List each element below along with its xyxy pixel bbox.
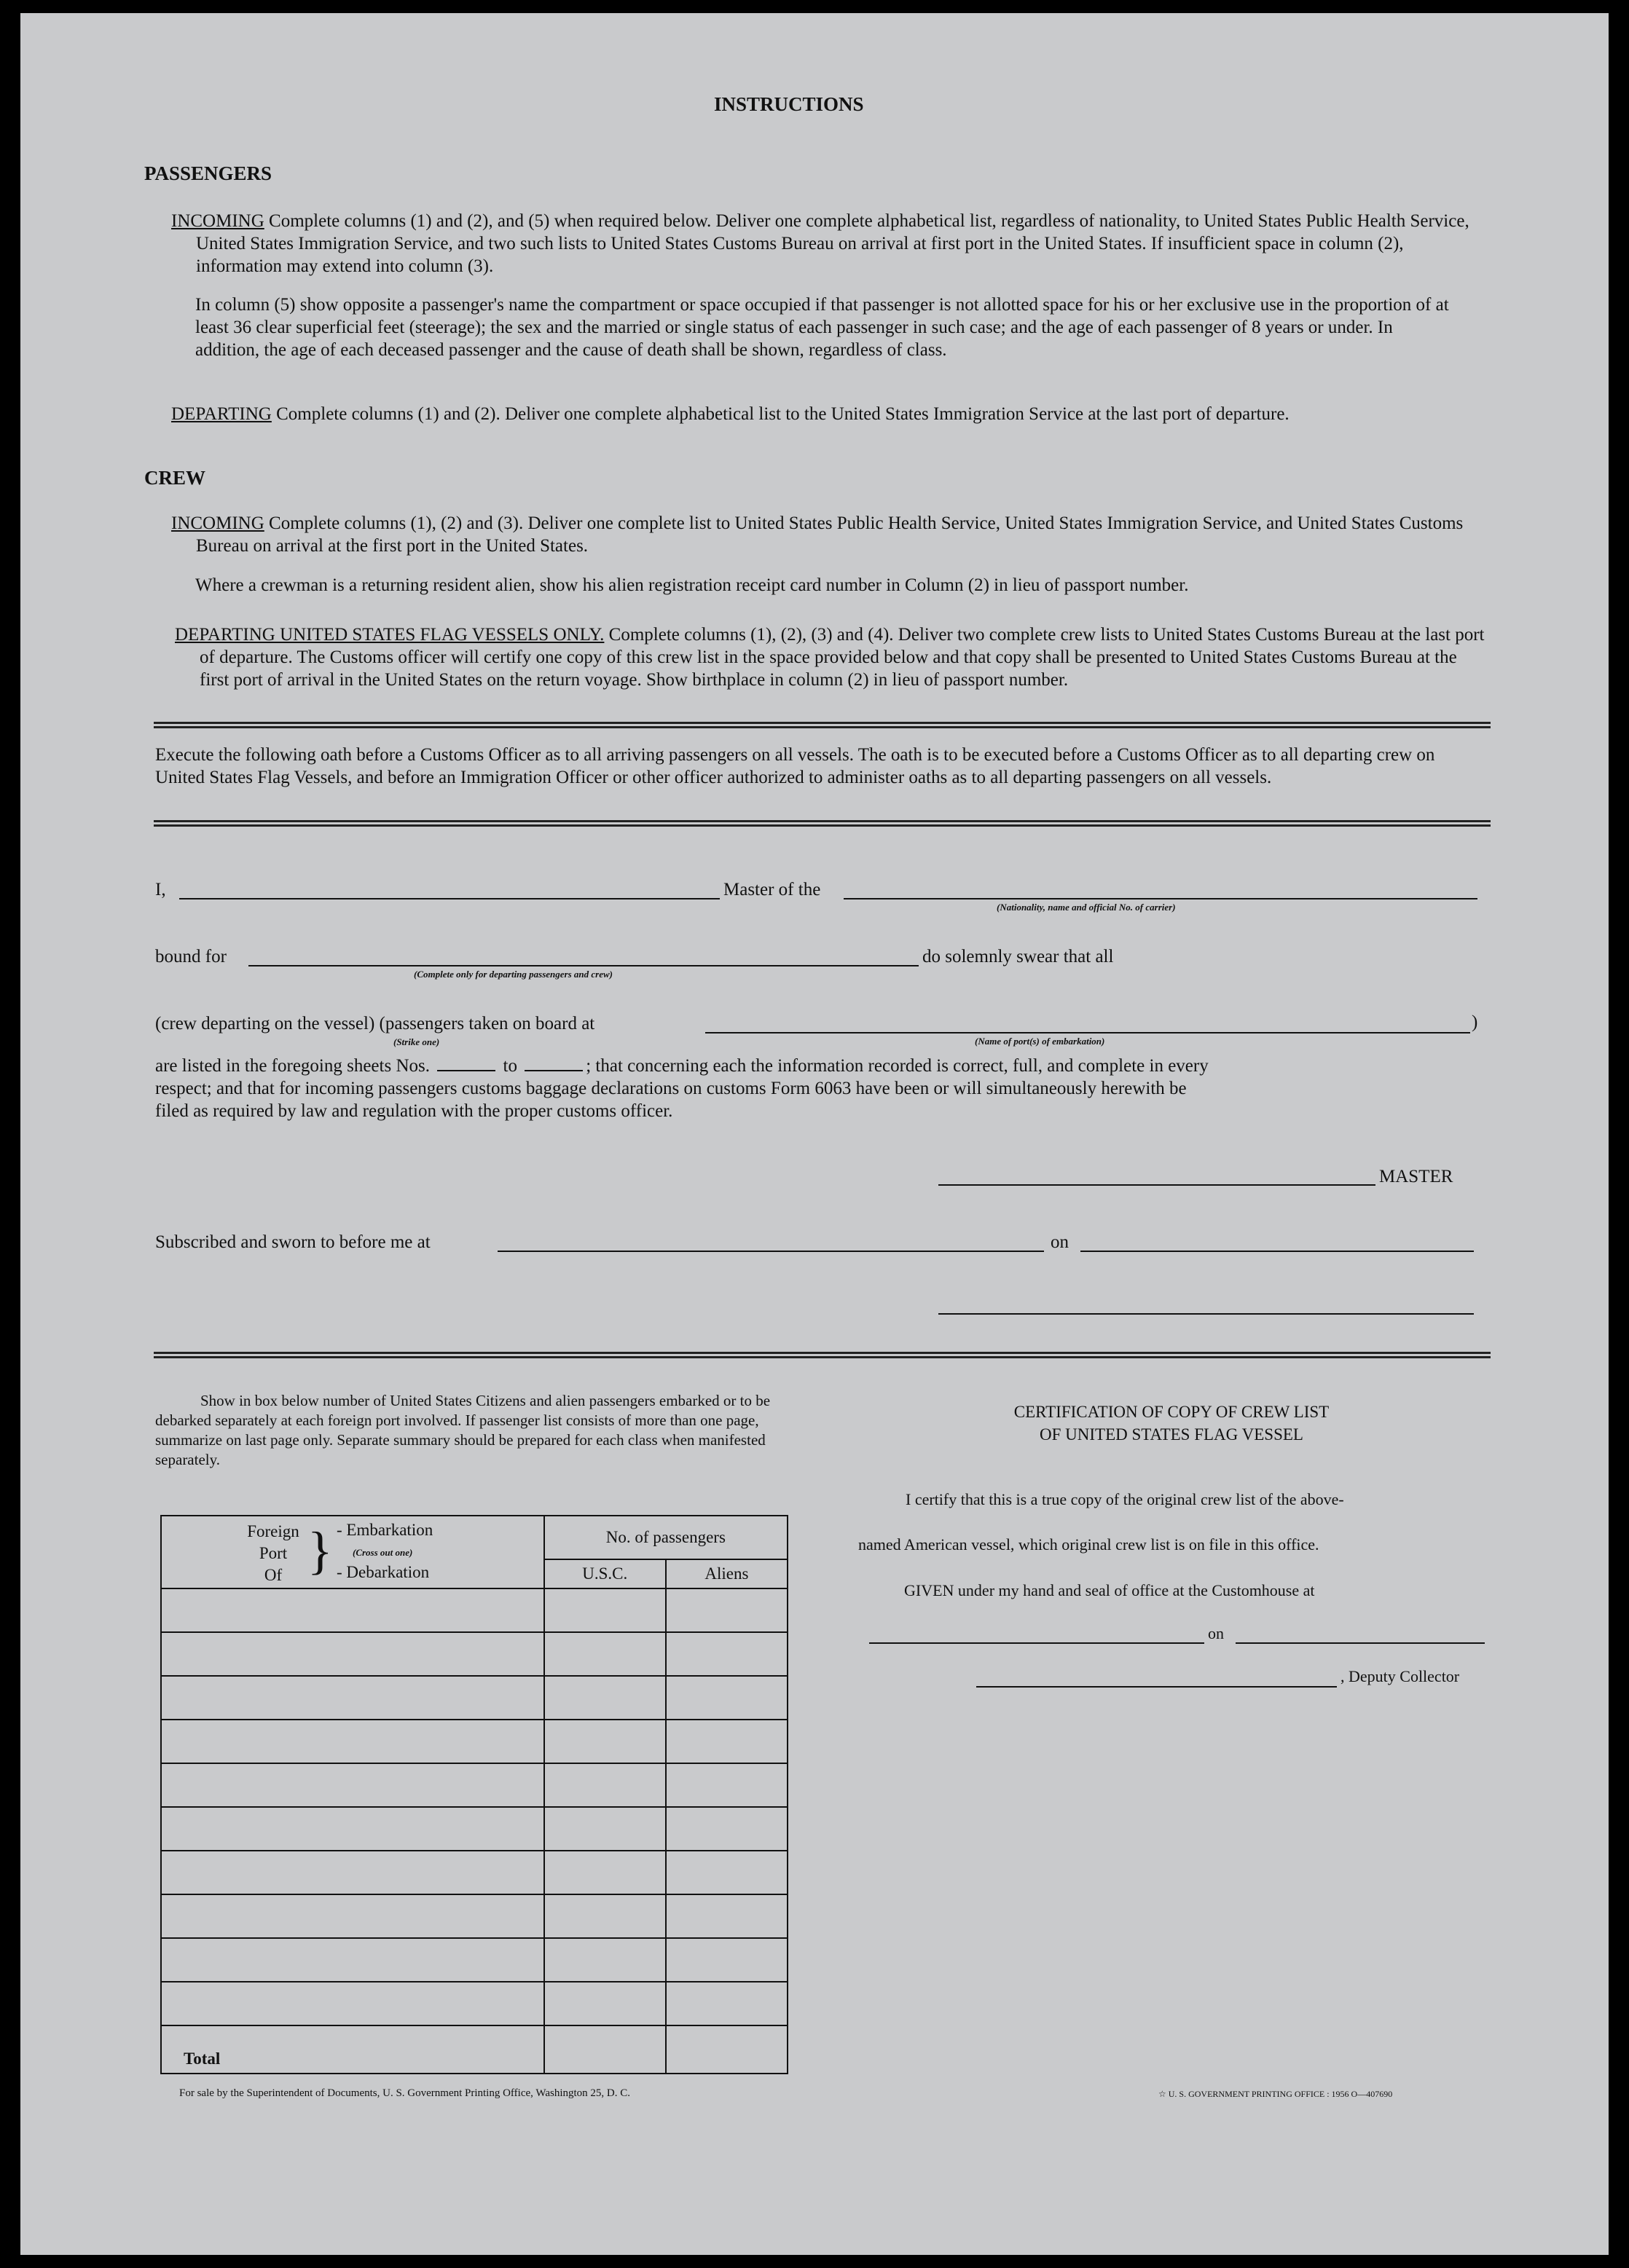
passengers-heading: PASSENGERS [144,162,272,184]
footer-sale-notice: For sale by the Superintendent of Documents, U. S. Government Printing Office, Washington 25, D. C. [179,2087,630,2099]
page-title: INSTRUCTIONS [714,93,864,115]
aliens-cell[interactable] [666,1763,788,1807]
of-label: Of [264,1566,283,1584]
sheet-from-field[interactable] [437,1057,495,1071]
passengers-incoming-text: Complete columns (1) and (2), and (5) when required below. Deliver one complete alphabetical list, regardless of nationality, to United States Public Health Service, United States Immigration Service, and two such lists to United States Customs Bureau on arrival at first port in the United States. If insufficient space in column (2), information may extend into column (3). [196,211,1469,276]
customhouse-field[interactable] [869,1642,1204,1644]
certify-date-field[interactable] [1236,1642,1485,1644]
passengers-incoming-paragraph [171,210,1485,277]
certify-line-2: named American vessel, which original crew list is on file in this office. [858,1535,1319,1554]
total-label: Total [161,2025,544,2074]
brace-glyph: } [307,1521,333,1580]
port-cell[interactable] [161,1938,544,1982]
bound-for-label: bound for [155,947,227,966]
deputy-signature-field[interactable] [976,1686,1337,1688]
table-row [161,1588,788,1632]
certification-heading-line-2: OF UNITED STATES FLAG VESSEL [1040,1425,1303,1444]
usc-cell[interactable] [544,1938,666,1982]
aliens-cell[interactable] [666,1851,788,1894]
usc-cell[interactable] [544,1720,666,1763]
aliens-cell[interactable] [666,1982,788,2025]
ports-caption: (Name of port(s) of embarkation) [975,1036,1105,1047]
usc-cell[interactable] [544,1807,666,1851]
table-row [161,1894,788,1938]
oath-listed-paragraph [155,1055,1477,1122]
embarkation-label: - Embarkation [337,1521,433,1539]
listed-filed-text: filed as required by law and regulation with the proper customs officer. [155,1101,673,1121]
table-row [161,1982,788,2025]
aliens-cell[interactable] [666,1894,788,1938]
usc-cell[interactable] [544,1588,666,1632]
embarkation-ports-field[interactable] [705,1032,1470,1033]
carrier-caption: (Nationality, name and official No. of carrier) [997,902,1176,913]
listed-respect-text: respect; and that for incoming passengers customs baggage declarations on customs Form 6063 have been or will simultaneously herewith be [155,1079,1187,1098]
aliens-cell[interactable] [666,1676,788,1720]
crew-heading: CREW [144,467,206,489]
crew-incoming-paragraph [171,512,1485,557]
passengers-column5-paragraph: In column (5) show opposite a passenger's name the compartment or space occupied if that passenger is not allotted space for his or her exclusive use in the proportion of at least 36 clear superficial feet (steerage); the sex and the married or single status of each passenger in such case; and the age of each passenger of 8 years or under. In addition, the age of each deceased passenger and the cause of death shall be shown, regardless of class. [195,295,1449,360]
port-header-cell [161,1516,544,1588]
close-paren: ) [1472,1012,1478,1032]
footer-printing-office: ☆ U. S. GOVERNMENT PRINTING OFFICE : 1956 O—407690 [1158,2089,1393,2099]
aliens-total-cell[interactable] [666,2025,788,2074]
oath-instruction: Execute the following oath before a Customs Officer as to all arriving passengers on all vessels. The oath is to be executed before a Customs Officer as to all departing crew on United States Flag Vessels, and before an Immigration Officer or other officer authorized to administer oaths as to all departing passengers on all vessels. [155,745,1435,787]
divider-rule [154,722,1491,728]
sworn-on-label: on [1051,1232,1069,1252]
passengers-departing-text: Complete columns (1) and (2). Deliver one complete alphabetical list to the United States Immigration Service at the last port of departure. [276,404,1290,424]
port-cell[interactable] [161,1676,544,1720]
table-row [161,1632,788,1676]
table-row [161,1720,788,1763]
table-row [161,1763,788,1807]
passengers-departing-label: DEPARTING [171,404,272,424]
crew-incoming-text: Complete columns (1), (2) and (3). Deliver one complete list to United States Public Health Service, United States Immigration Service, and United States Customs Bureau on arrival at the first port in the United States. [196,513,1464,556]
certify-on-label: on [1208,1624,1224,1642]
listed-sheets-label: are listed in the foregoing sheets Nos. [155,1056,430,1076]
swear-label: do solemnly swear that all [922,947,1114,966]
aliens-cell[interactable] [666,1938,788,1982]
crew-resident-paragraph: Where a crewman is a returning resident alien, show his alien registration receipt card number in Column (2) in lieu of passport number. [195,575,1189,595]
debarkation-label: - Debarkation [337,1563,430,1581]
usc-cell[interactable] [544,1851,666,1894]
usc-cell[interactable] [544,1894,666,1938]
sworn-place-field[interactable] [498,1251,1044,1252]
officer-signature-field[interactable] [938,1313,1474,1315]
listed-correct-text: ; that concerning each the information recorded is correct, full, and complete in every [586,1056,1209,1076]
listed-to-label: to [503,1056,517,1076]
aliens-cell[interactable] [666,1807,788,1851]
port-cell[interactable] [161,1588,544,1632]
master-label: MASTER [1379,1167,1453,1186]
crew-departing-label: DEPARTING UNITED STATES FLAG VESSELS ONLY. [175,625,605,645]
sheet-to-field[interactable] [525,1057,583,1071]
passenger-summary-table [160,1515,788,2074]
crew-departing-paragraph [175,623,1485,691]
port-cell[interactable] [161,1851,544,1894]
port-cell[interactable] [161,1894,544,1938]
usc-header: U.S.C. [544,1559,666,1588]
table-row [161,1807,788,1851]
certification-heading-line-1: CERTIFICATION OF COPY OF CREW LIST [1013,1403,1330,1421]
divider-rule [154,820,1491,827]
usc-cell[interactable] [544,1632,666,1676]
crew-incoming-label: INCOMING [171,513,264,533]
aliens-cell[interactable] [666,1588,788,1632]
table-row [161,1851,788,1894]
port-cell[interactable] [161,1720,544,1763]
crew-passengers-label: (crew departing on the vessel) (passengers taken on board at [155,1014,595,1033]
summary-instructions: Show in box below number of United States Citizens and alien passengers embarked or to be debarked separately at each foreign port involved. If passenger list consists of more than one page, summarize on last page only. Separate summary should be prepared for each class when manifested separately. [155,1392,771,1468]
table-row [161,1938,788,1982]
certification-heading [844,1401,1499,1446]
usc-cell[interactable] [544,1676,666,1720]
subscribed-label: Subscribed and sworn to before me at [155,1232,431,1252]
aliens-cell[interactable] [666,1632,788,1676]
passengers-incoming-label: INCOMING [171,211,264,231]
carrier-field[interactable] [844,898,1477,899]
aliens-cell[interactable] [666,1720,788,1763]
port-cell[interactable] [161,1807,544,1851]
usc-cell[interactable] [544,1763,666,1807]
sworn-date-field[interactable] [1080,1251,1474,1252]
aliens-header: Aliens [666,1559,788,1588]
bound-for-field[interactable] [248,965,919,966]
foreign-label: Foreign [247,1522,299,1540]
bound-for-caption: (Complete only for departing passengers and crew) [414,969,613,980]
usc-cell[interactable] [544,1982,666,2025]
passengers-departing-paragraph [171,403,1485,425]
divider-rule [154,1352,1491,1358]
master-signature-field[interactable] [938,1184,1375,1186]
deputy-collector-label: , Deputy Collector [1341,1667,1460,1685]
strike-one-caption: (Strike one) [393,1036,440,1047]
table-row [161,1676,788,1720]
oath-i-label: I, [155,880,166,899]
port-cell[interactable] [161,1763,544,1807]
certify-line-3: GIVEN under my hand and seal of office at the Customhouse at [904,1581,1315,1599]
cross-out-caption: (Cross out one) [353,1547,413,1558]
total-row [161,2025,788,2074]
port-cell[interactable] [161,1982,544,2025]
usc-total-cell[interactable] [544,2025,666,2074]
port-label: Port [259,1544,288,1562]
no-passengers-header: No. of passengers [544,1516,788,1559]
master-name-field[interactable] [179,898,720,899]
certify-line-1: I certify that this is a true copy of the original crew list of the above- [906,1490,1344,1508]
crew-departing-text: Complete columns (1), (2), (3) and (4). Deliver two complete crew lists to United States Customs Bureau at the last port of departure. The Customs officer will certify one copy of this crew list in the space provided below and that copy shall be presented to United States Customs Bureau at the first port of arrival in the United States on the return voyage. Show birthplace in column (2) in lieu of passport number. [200,625,1485,690]
form-page [20,13,1609,2255]
port-cell[interactable] [161,1632,544,1676]
master-of-the-label: Master of the [723,880,821,899]
